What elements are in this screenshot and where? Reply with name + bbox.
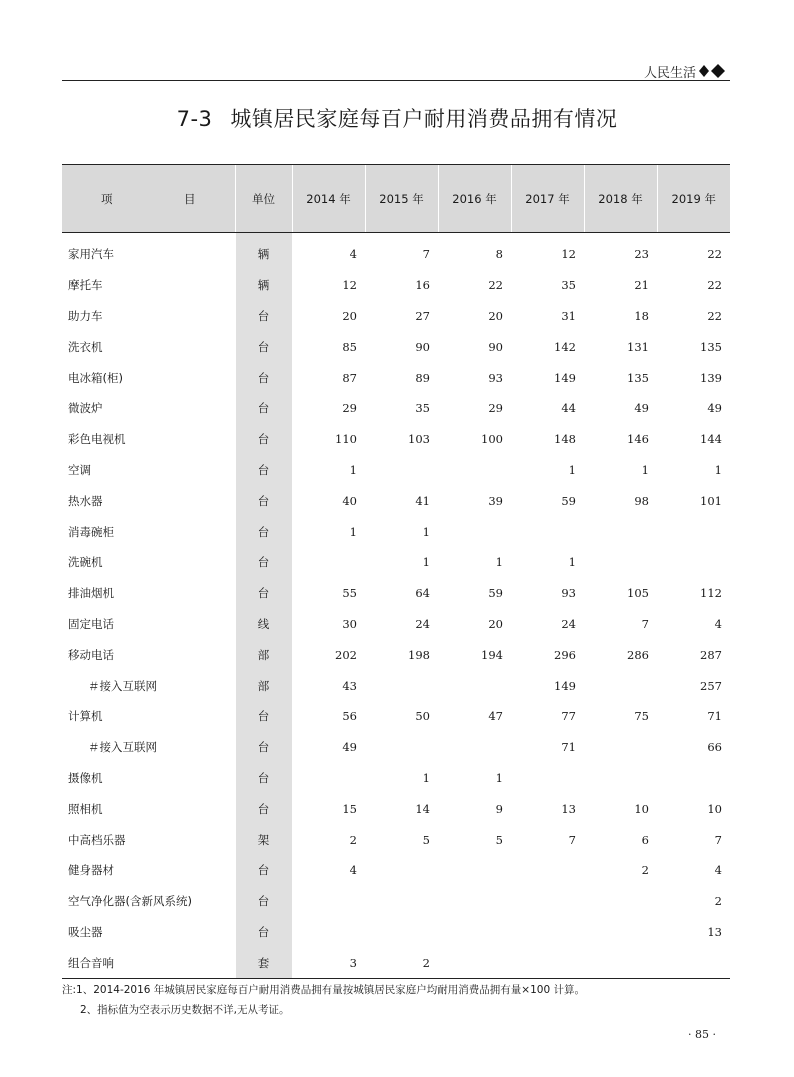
row-value: 1: [422, 770, 430, 785]
row-item-label: 固定电话: [68, 616, 114, 631]
row-item-label: 排油烟机: [68, 586, 114, 601]
row-value: 287: [700, 647, 722, 662]
row-value: 29: [488, 401, 503, 416]
note-1: 注:1、2014-2016 年城镇居民家庭每百户耐用消费品拥有量按城镇居民家庭户均耐用消费品拥有量×100 计算。: [62, 984, 585, 996]
table-row: [62, 917, 730, 948]
row-item-label: 摩托车: [68, 278, 103, 293]
row-value: 71: [561, 740, 576, 755]
row-item-label: 电冰箱(柜): [68, 370, 123, 385]
row-item-label: 计算机: [68, 709, 103, 724]
row-value: 4: [349, 247, 357, 262]
row-value: 146: [627, 432, 649, 447]
page-number: · 85 ·: [688, 1028, 716, 1041]
row-value: [584, 547, 657, 578]
row-unit: 部: [235, 670, 292, 701]
row-value: 98: [634, 493, 649, 508]
table-row: [62, 947, 730, 978]
row-unit: 部: [235, 639, 292, 670]
row-unit: 套: [235, 947, 292, 978]
row-value: [511, 763, 584, 794]
row-value: [511, 886, 584, 917]
row-value: [511, 516, 584, 547]
row-unit: 台: [235, 393, 292, 424]
row-value: 149: [554, 678, 576, 693]
column-header-2015: 2015 年: [365, 165, 438, 233]
row-value: 44: [561, 401, 576, 416]
note-2: 2、指标值为空表示历史数据不详,无从考证。: [80, 1004, 290, 1016]
row-value: [292, 763, 365, 794]
table-row: [62, 609, 730, 640]
column-header-2014: 2014 年: [292, 165, 365, 233]
column-header-2019: 2019 年: [657, 165, 730, 233]
row-value: 1: [422, 524, 430, 539]
row-value: 20: [488, 308, 503, 323]
row-value: 1: [714, 462, 722, 477]
table-row: [62, 485, 730, 516]
row-value: 135: [700, 339, 722, 354]
row-value: [438, 886, 511, 917]
row-value: 22: [707, 278, 722, 293]
row-value: 1: [422, 555, 430, 570]
row-value: [584, 947, 657, 978]
row-value: 1: [495, 555, 503, 570]
column-header-item: 项 目: [62, 165, 235, 233]
row-value: 13: [707, 924, 722, 939]
row-unit: 台: [235, 793, 292, 824]
row-value: 142: [554, 339, 576, 354]
row-item-label: ＃接入互联网: [88, 678, 157, 693]
row-unit: 台: [235, 763, 292, 794]
row-unit: 台: [235, 917, 292, 948]
row-value: 7: [422, 247, 430, 262]
row-value: [511, 917, 584, 948]
row-value: 24: [415, 616, 430, 631]
row-value: [292, 547, 365, 578]
row-unit: 台: [235, 424, 292, 455]
table-row: [62, 763, 730, 794]
row-value: 64: [415, 586, 430, 601]
row-value: 21: [634, 278, 649, 293]
row-value: 22: [488, 278, 503, 293]
table-row: [62, 516, 730, 547]
row-value: 296: [554, 647, 576, 662]
row-unit: 台: [235, 455, 292, 486]
row-value: 87: [342, 370, 357, 385]
row-value: 47: [488, 709, 503, 724]
row-value: 27: [415, 308, 430, 323]
table-row: [62, 393, 730, 424]
row-value: 2: [641, 863, 649, 878]
row-value: 93: [488, 370, 503, 385]
table-title-text: 城镇居民家庭每百户耐用消费品拥有情况: [230, 107, 618, 131]
row-item-label: 中高档乐器: [68, 832, 126, 847]
row-value: [365, 670, 438, 701]
row-value: 1: [568, 462, 576, 477]
row-value: 10: [707, 801, 722, 816]
row-value: [657, 763, 730, 794]
row-value: [438, 855, 511, 886]
row-value: [584, 763, 657, 794]
row-value: 89: [415, 370, 430, 385]
row-item-label: 洗碗机: [68, 555, 103, 570]
row-value: [365, 455, 438, 486]
row-value: 75: [634, 709, 649, 724]
row-value: 7: [714, 832, 722, 847]
row-value: 2: [365, 947, 438, 978]
row-unit: 辆: [235, 233, 292, 270]
row-value: 101: [700, 493, 722, 508]
row-value: 20: [488, 616, 503, 631]
row-value: 31: [561, 308, 576, 323]
row-value: 7: [641, 616, 649, 631]
table-row: [62, 824, 730, 855]
row-value: [657, 547, 730, 578]
row-value: 85: [342, 339, 357, 354]
row-value: 77: [561, 709, 576, 724]
row-value: 24: [561, 616, 576, 631]
row-value: [365, 886, 438, 917]
row-value: 4: [714, 616, 722, 631]
row-value: 12: [342, 278, 357, 293]
row-value: 22: [707, 308, 722, 323]
row-value: 139: [700, 370, 722, 385]
row-unit: 台: [235, 301, 292, 332]
row-value: [292, 886, 365, 917]
row-value: [438, 917, 511, 948]
row-value: 41: [415, 493, 430, 508]
column-header-2016: 2016 年: [438, 165, 511, 233]
row-value: 71: [707, 709, 722, 724]
row-value: [438, 732, 511, 763]
table-row: [62, 547, 730, 578]
table-row: [62, 301, 730, 332]
row-value: 110: [335, 432, 357, 447]
row-value: 100: [481, 432, 503, 447]
row-value: [584, 917, 657, 948]
row-item-label: 移动电话: [68, 647, 114, 662]
row-value: [292, 917, 365, 948]
row-value: [584, 732, 657, 763]
row-unit: 台: [235, 331, 292, 362]
row-value: 14: [415, 801, 430, 816]
row-value: 49: [707, 401, 722, 416]
row-value: 1: [349, 462, 357, 477]
row-value: [438, 455, 511, 486]
table-row: [62, 331, 730, 362]
table-row: [62, 362, 730, 393]
row-unit: 台: [235, 701, 292, 732]
row-value: [584, 886, 657, 917]
row-value: 66: [707, 740, 722, 755]
row-item-label: 吸尘器: [68, 924, 103, 939]
row-value: 8: [495, 247, 503, 262]
row-value: 286: [627, 647, 649, 662]
row-value: 194: [481, 647, 503, 662]
row-value: 7: [568, 832, 576, 847]
row-item-label: 组合音响: [62, 947, 235, 978]
row-value: 5: [422, 832, 430, 847]
row-value: 56: [342, 709, 357, 724]
row-unit: 架: [235, 824, 292, 855]
row-value: [511, 855, 584, 886]
row-value: 131: [627, 339, 649, 354]
table-row: [62, 424, 730, 455]
row-value: [365, 732, 438, 763]
table-row: [62, 233, 730, 270]
row-value: 149: [554, 370, 576, 385]
row-value: [511, 947, 584, 978]
row-value: 22: [707, 247, 722, 262]
row-value: 16: [415, 278, 430, 293]
row-value: 112: [700, 586, 722, 601]
row-item-label: 热水器: [68, 493, 103, 508]
row-value: 10: [634, 801, 649, 816]
row-unit: 线: [235, 609, 292, 640]
row-unit: 台: [235, 732, 292, 763]
row-value: 49: [634, 401, 649, 416]
section-name: 人民生活: [643, 66, 696, 81]
table-row: [62, 732, 730, 763]
row-item-label: 空气净化器(含新风系统): [68, 894, 192, 909]
row-item-label: 家用汽车: [68, 247, 114, 262]
row-value: 5: [495, 832, 503, 847]
row-value: 12: [561, 247, 576, 262]
row-value: 18: [634, 308, 649, 323]
row-value: [438, 947, 511, 978]
table-title: [0, 103, 794, 133]
row-value: 144: [700, 432, 722, 447]
row-unit: 台: [235, 855, 292, 886]
row-value: 59: [488, 586, 503, 601]
row-value: 257: [700, 678, 722, 693]
row-value: 29: [342, 401, 357, 416]
row-item-label: 空调: [68, 462, 91, 477]
row-value: [657, 516, 730, 547]
row-value: 202: [335, 647, 357, 662]
row-value: 105: [627, 586, 649, 601]
row-value: 43: [342, 678, 357, 693]
row-value: [438, 670, 511, 701]
row-value: 2: [349, 832, 357, 847]
table-notes: [62, 980, 742, 1020]
row-value: 59: [561, 493, 576, 508]
row-value: [365, 917, 438, 948]
durable-goods-table: [62, 164, 730, 979]
row-value: 103: [408, 432, 430, 447]
row-item-label: 洗衣机: [68, 339, 103, 354]
row-value: 3: [292, 947, 365, 978]
table-row: [62, 793, 730, 824]
column-header-2017: 2017 年: [511, 165, 584, 233]
row-value: 35: [415, 401, 430, 416]
row-value: 35: [561, 278, 576, 293]
row-unit: 台: [235, 516, 292, 547]
row-item-label: 彩色电视机: [68, 432, 126, 447]
row-item-label: 助力车: [68, 308, 103, 323]
column-header-2018: 2018 年: [584, 165, 657, 233]
row-value: 90: [415, 339, 430, 354]
row-value: 9: [495, 801, 503, 816]
row-value: [438, 516, 511, 547]
row-value: 13: [561, 801, 576, 816]
row-value: 4: [349, 863, 357, 878]
row-value: 6: [641, 832, 649, 847]
row-value: 15: [342, 801, 357, 816]
row-value: [584, 670, 657, 701]
row-unit: 台: [235, 362, 292, 393]
row-value: 1: [568, 555, 576, 570]
row-value: 39: [488, 493, 503, 508]
row-value: 1: [495, 770, 503, 785]
table-header-row: [62, 165, 730, 233]
row-value: 20: [342, 308, 357, 323]
row-value: 55: [342, 586, 357, 601]
row-item-label: ＃接入互联网: [88, 740, 157, 755]
row-item-label: 摄像机: [68, 770, 103, 785]
row-value: 4: [714, 863, 722, 878]
row-item-label: 消毒碗柜: [68, 524, 114, 539]
table-row: [62, 701, 730, 732]
row-value: 30: [342, 616, 357, 631]
row-value: 40: [342, 493, 357, 508]
column-header-unit: 单位: [235, 165, 292, 233]
table-row: [62, 270, 730, 301]
row-item-label: 微波炉: [68, 401, 103, 416]
row-unit: 台: [235, 886, 292, 917]
row-value: 2: [714, 894, 722, 909]
table-row: [62, 886, 730, 917]
diamond-ornament-icon: [698, 64, 730, 78]
row-value: [657, 947, 730, 978]
row-item-label: 照相机: [68, 801, 103, 816]
row-value: 148: [554, 432, 576, 447]
row-value: 90: [488, 339, 503, 354]
table-row: [62, 455, 730, 486]
table-row: [62, 670, 730, 701]
row-value: [365, 855, 438, 886]
table-row: [62, 578, 730, 609]
row-unit: 台: [235, 578, 292, 609]
row-value: 23: [634, 247, 649, 262]
row-unit: 台: [235, 485, 292, 516]
row-value: 198: [408, 647, 430, 662]
row-unit: 辆: [235, 270, 292, 301]
table-row: [62, 639, 730, 670]
table-number: 7-3: [176, 107, 213, 131]
row-item-label: 健身器材: [68, 863, 114, 878]
row-value: [584, 516, 657, 547]
running-header: [62, 58, 730, 81]
row-value: 135: [627, 370, 649, 385]
table-row: [62, 855, 730, 886]
row-value: 1: [349, 524, 357, 539]
row-value: 50: [415, 709, 430, 724]
row-value: 93: [561, 586, 576, 601]
row-value: 1: [641, 462, 649, 477]
row-unit: 台: [235, 547, 292, 578]
row-value: 49: [342, 740, 357, 755]
